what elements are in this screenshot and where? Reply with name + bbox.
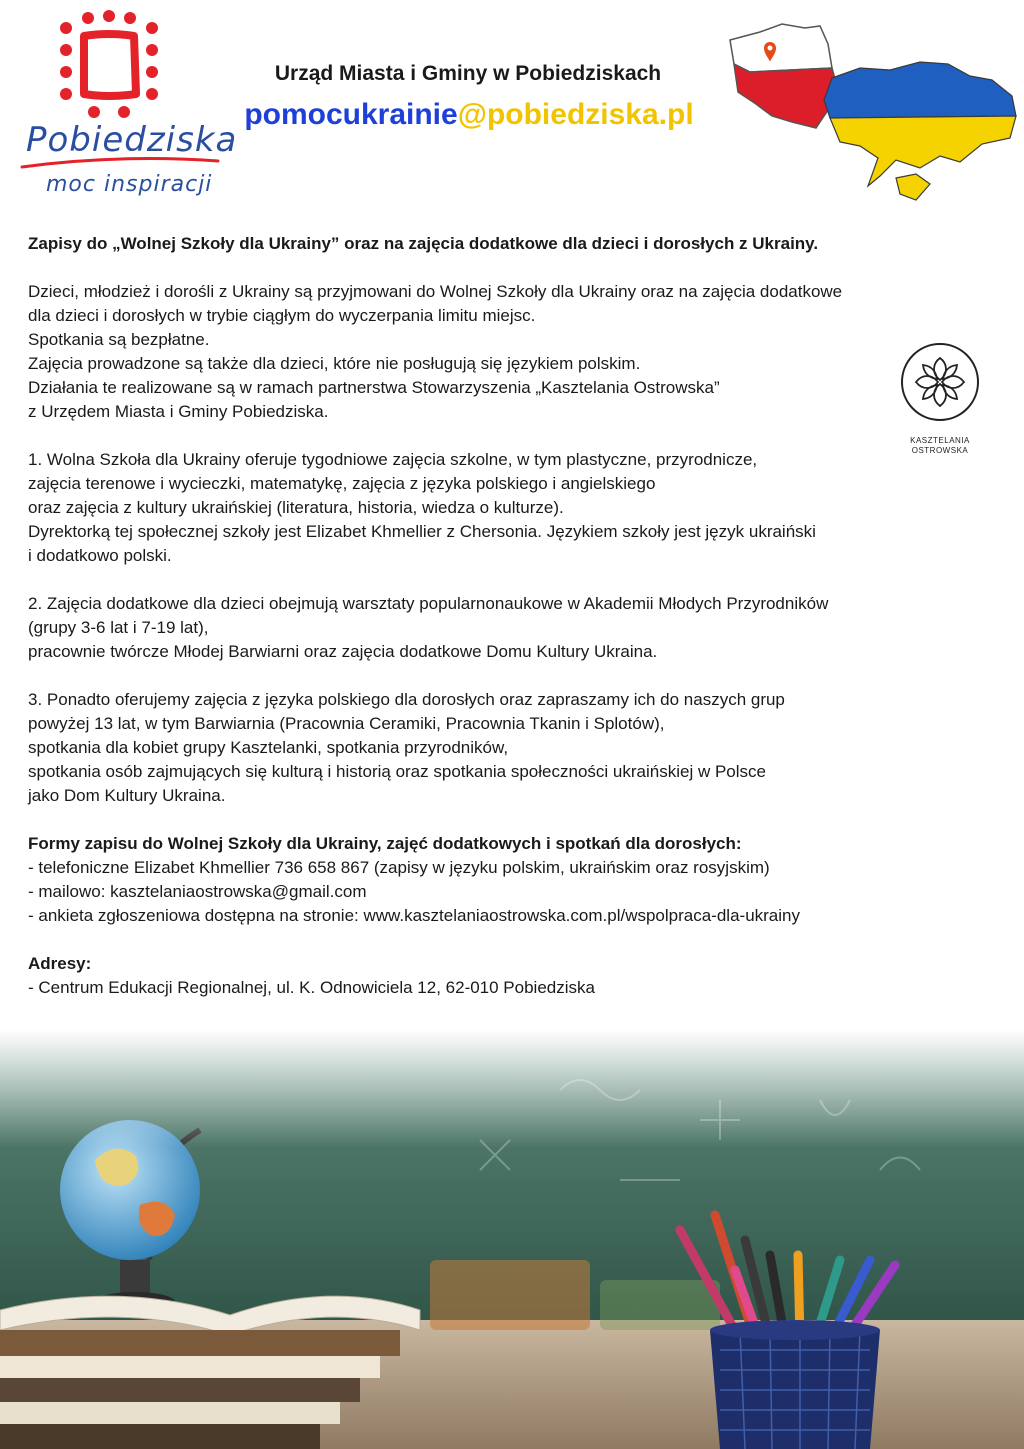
- point3-line: powyżej 13 lat, w tym Barwiarnia (Pracownia Ceramiki, Pracownia Tkanin i Splotów),: [28, 714, 665, 733]
- kasztelania-label-line2: OSTROWSKA: [911, 446, 969, 455]
- logo-swoosh: [20, 156, 220, 170]
- point1-line: oraz zajęcia z kultury ukraińskiej (literatura, historia, wiedza o kulturze).: [28, 498, 564, 517]
- point3-line: spotkania dla kobiet grupy Kasztelanki, spotkania przyrodników,: [28, 738, 509, 757]
- forms-survey-link[interactable]: - ankieta zgłoszeniowa dostępna na stronie: www.kasztelaniaostrowska.com.pl/wspolpraca-dla-ukrainy: [28, 906, 800, 925]
- address-line: - Centrum Edukacji Regionalnej, ul. K. Odnowiciela 12, 62-010 Pobiedziska: [28, 978, 595, 997]
- logo-brand-text: Pobiedziska: [26, 120, 238, 160]
- kasztelania-label-line1: KASZTELANIA: [910, 436, 970, 445]
- point1-line: Dyrektorką tej społecznej szkoły jest Elizabet Khmellier z Chersonia. Językiem szkoły jest język ukraiński: [28, 522, 816, 541]
- intro-line: dla dzieci i dorosłych w trybie ciągłym do wyczerpania limitu miejsc.: [28, 306, 536, 325]
- intro-line: Dzieci, młodzież i dorośli z Ukrainy są przyjmowani do Wolnej Szkoły dla Ukrainy oraz na zajęcia dodatkowe: [28, 282, 843, 301]
- point3-line: jako Dom Kultury Ukraina.: [28, 786, 226, 805]
- header-email[interactable]: [222, 98, 716, 132]
- email-user: pomocukrainie: [244, 98, 458, 131]
- point2-line: pracownie twórcze Młodej Barwiarni oraz zajęcia dodatkowe Domu Kultury Ukraina.: [28, 642, 658, 661]
- intro-line: Spotkania są bezpłatne.: [28, 330, 210, 349]
- point3-line: 3. Ponadto oferujemy zajęcia z języka polskiego dla dorosłych oraz zapraszamy ich do naszych grup: [28, 690, 785, 709]
- main-content: [28, 232, 1003, 1000]
- intro-line: Działania te realizowane są w ramach partnerstwa Stowarzyszenia „Kasztelania Ostrowska”: [28, 378, 720, 397]
- point2-line: 2. Zajęcia dodatkowe dla dzieci obejmują warsztaty popularnonaukowe w Akademii Młodych Przyrodników: [28, 594, 829, 613]
- intro-line: Zajęcia prowadzone są także dla dzieci, które nie posługują się językiem polskim.: [28, 354, 641, 373]
- point1-line: i dodatkowo polski.: [28, 546, 172, 565]
- forms-phone: - telefoniczne Elizabet Khmellier 736 658 867 (zapisy w języku polskim, ukraińskim oraz rosyjskim): [28, 858, 770, 877]
- point2-line: (grupy 3-6 lat i 7-19 lat),: [28, 618, 209, 637]
- window-dots-logo-icon: [54, 10, 164, 120]
- point1-line: 1. Wolna Szkoła dla Ukrainy oferuje tygodniowe zajęcia szkolne, w tym plastyczne, przyrodnicze,: [28, 450, 758, 469]
- pobiedziska-logo: [12, 10, 238, 200]
- poland-ukraine-map-icon: [720, 18, 1020, 208]
- classroom-books-globe-pencils-image: [0, 1030, 1024, 1449]
- logo-tagline: moc inspiracji: [46, 172, 213, 197]
- forms-heading: Formy zapisu do Wolnej Szkoły dla Ukrainy, zajęć dodatkowych i spotkań dla dorosłych:: [28, 834, 742, 853]
- point1-line: zajęcia terenowe i wycieczki, matematykę, zajęcia z języka polskiego i angielskiego: [28, 474, 656, 493]
- header-title: Urząd Miasta i Gminy w Pobiedziskach: [274, 62, 662, 85]
- intro-line: z Urzędem Miasta i Gminy Pobiedziska.: [28, 402, 329, 421]
- main-heading: Zapisy do „Wolnej Szkoły dla Ukrainy” oraz na zajęcia dodatkowe dla dzieci i dorosłych z Ukrainy.: [28, 234, 819, 253]
- address-heading: Adresy:: [28, 954, 92, 973]
- point3-line: spotkania osób zajmujących się kulturą i historią oraz spotkania społeczności ukraińskiej w Polsce: [28, 762, 766, 781]
- forms-email[interactable]: - mailowo: kasztelaniaostrowska@gmail.com: [28, 882, 367, 901]
- email-domain: @pobiedziska.pl: [457, 98, 694, 131]
